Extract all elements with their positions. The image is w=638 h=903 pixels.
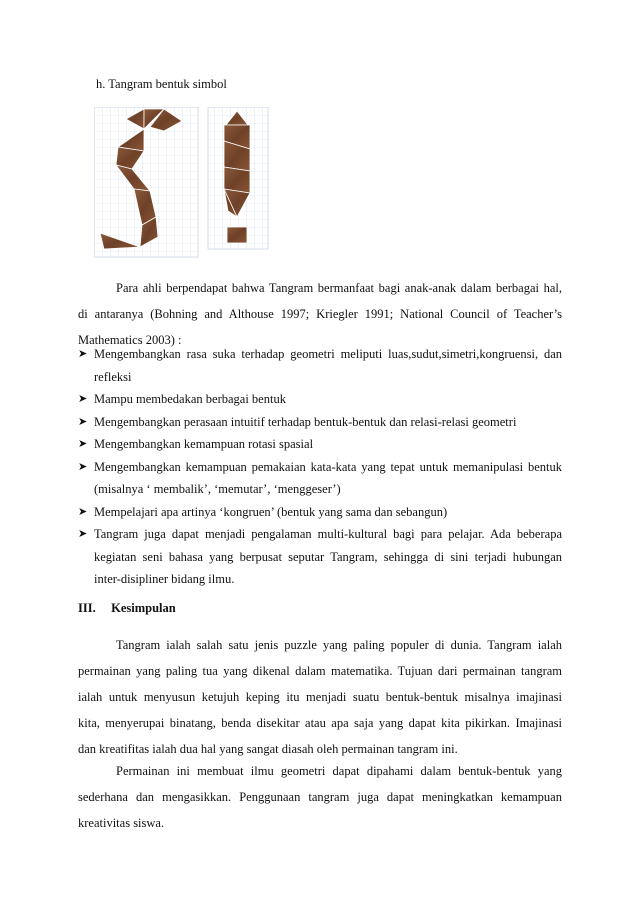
arrow-bullet-icon: ➤ xyxy=(78,415,88,428)
paragraph-line: Tangram ialah salah satu jenis puzzle yang paling populer di dunia. Tangram ialah xyxy=(116,638,562,652)
conclusion-paragraph-1 xyxy=(78,632,562,762)
list-item-text: Mengembangkan kemampuan pemakaian kata-kata yang tepat untuk memanipulasi bentuk xyxy=(94,459,562,474)
list-item-text: Mengembangkan kemampuan rotasi spasial xyxy=(94,437,314,451)
arrow-bullet-icon: ➤ xyxy=(78,393,88,405)
paragraph-line: sederhana dan mengasikkan. Penggunaan tangram juga dapat meningkatkan kemampuan xyxy=(78,790,562,804)
intro-paragraph xyxy=(78,275,562,353)
arrow-bullet-icon: ➤ xyxy=(78,438,88,450)
list-item-text: Mampu membedakan berbagai bentuk xyxy=(94,392,286,406)
conclusion-paragraph-2 xyxy=(78,758,562,836)
section-title: Kesimpulan xyxy=(111,601,176,615)
exclamation-shape-figure xyxy=(208,107,268,249)
list-item-text: inter-disipliner bidang ilmu. xyxy=(94,572,235,586)
arrow-bullet-icon: ➤ xyxy=(78,348,88,360)
s-shape-figure xyxy=(94,107,198,257)
arrow-bullet-icon: ➤ xyxy=(78,528,88,540)
benefit-list xyxy=(78,343,562,591)
paragraph-line: permainan yang paling tua yang dikenal dalam matematika. Tujuan dari permainan tangram xyxy=(78,664,562,678)
list-item-text: Mengembangkan rasa suka terhadap geometri meliputi luas,sudut,simetri,kongruensi, dan xyxy=(94,347,562,361)
list-item-text: (misalnya ‘ membalik’, ‘memutar’, ‘menggeser’) xyxy=(94,482,341,496)
paragraph-line: ialah untuk menyusun ketujuh keping itu menjadi suatu bentuk-bentuk misalnya imajinasi xyxy=(78,690,562,704)
list-item-text: Mengembangkan perasaan intuitif terhadap bentuk-bentuk dan relasi-relasi geometri xyxy=(94,414,517,429)
tangram-illustration xyxy=(94,107,274,267)
paragraph-line: dan kreatifitas ialah dua hal yang sangat diasah oleh permainan tangram ini. xyxy=(78,742,458,756)
paragraph-line: kreativitas siswa. xyxy=(78,816,165,830)
arrow-bullet-icon: ➤ xyxy=(78,505,88,518)
intro-line: Para ahli berpendapat bahwa Tangram bermanfaat bagi anak-anak dalam berbagai hal, xyxy=(116,281,562,295)
list-item-text: Tangram juga dapat menjadi pengalaman multi-kultural bagi para pelajar. Ada beberapa xyxy=(94,527,562,541)
list-item xyxy=(78,456,562,501)
section-number: III. xyxy=(78,601,96,615)
intro-line: Mathematics 2003) : xyxy=(78,333,182,347)
list-item xyxy=(78,523,562,591)
list-item xyxy=(78,501,562,524)
list-item xyxy=(78,388,562,411)
list-item xyxy=(78,411,562,434)
list-item-text: refleksi xyxy=(94,369,132,384)
tangram-figures xyxy=(94,107,274,272)
list-item-text: kegiatan seni bahasa yang berpusat seputar Tangram, sehingga di sini terjadi hubungan xyxy=(94,549,562,564)
list-item-text: Mempelajari apa artinya ‘kongruen’ (bentuk yang sama dan sebangun) xyxy=(94,504,448,519)
list-item xyxy=(78,433,562,456)
paragraph-line: Permainan ini membuat ilmu geometri dapat dipahami dalam bentuk-bentuk yang xyxy=(116,764,562,778)
list-item xyxy=(78,343,562,388)
paragraph-line: kita, menyerupai binatang, benda disekitar atau apa saja yang dapat kita pikirkan. Imajinasi xyxy=(78,716,562,730)
intro-line: di antaranya (Bohning and Althouse 1997; Kriegler 1991; National Council of Teacher’s xyxy=(78,307,562,321)
subheading-h: h. Tangram bentuk simbol xyxy=(96,77,227,91)
arrow-bullet-icon: ➤ xyxy=(78,460,88,473)
section-heading xyxy=(78,601,176,616)
